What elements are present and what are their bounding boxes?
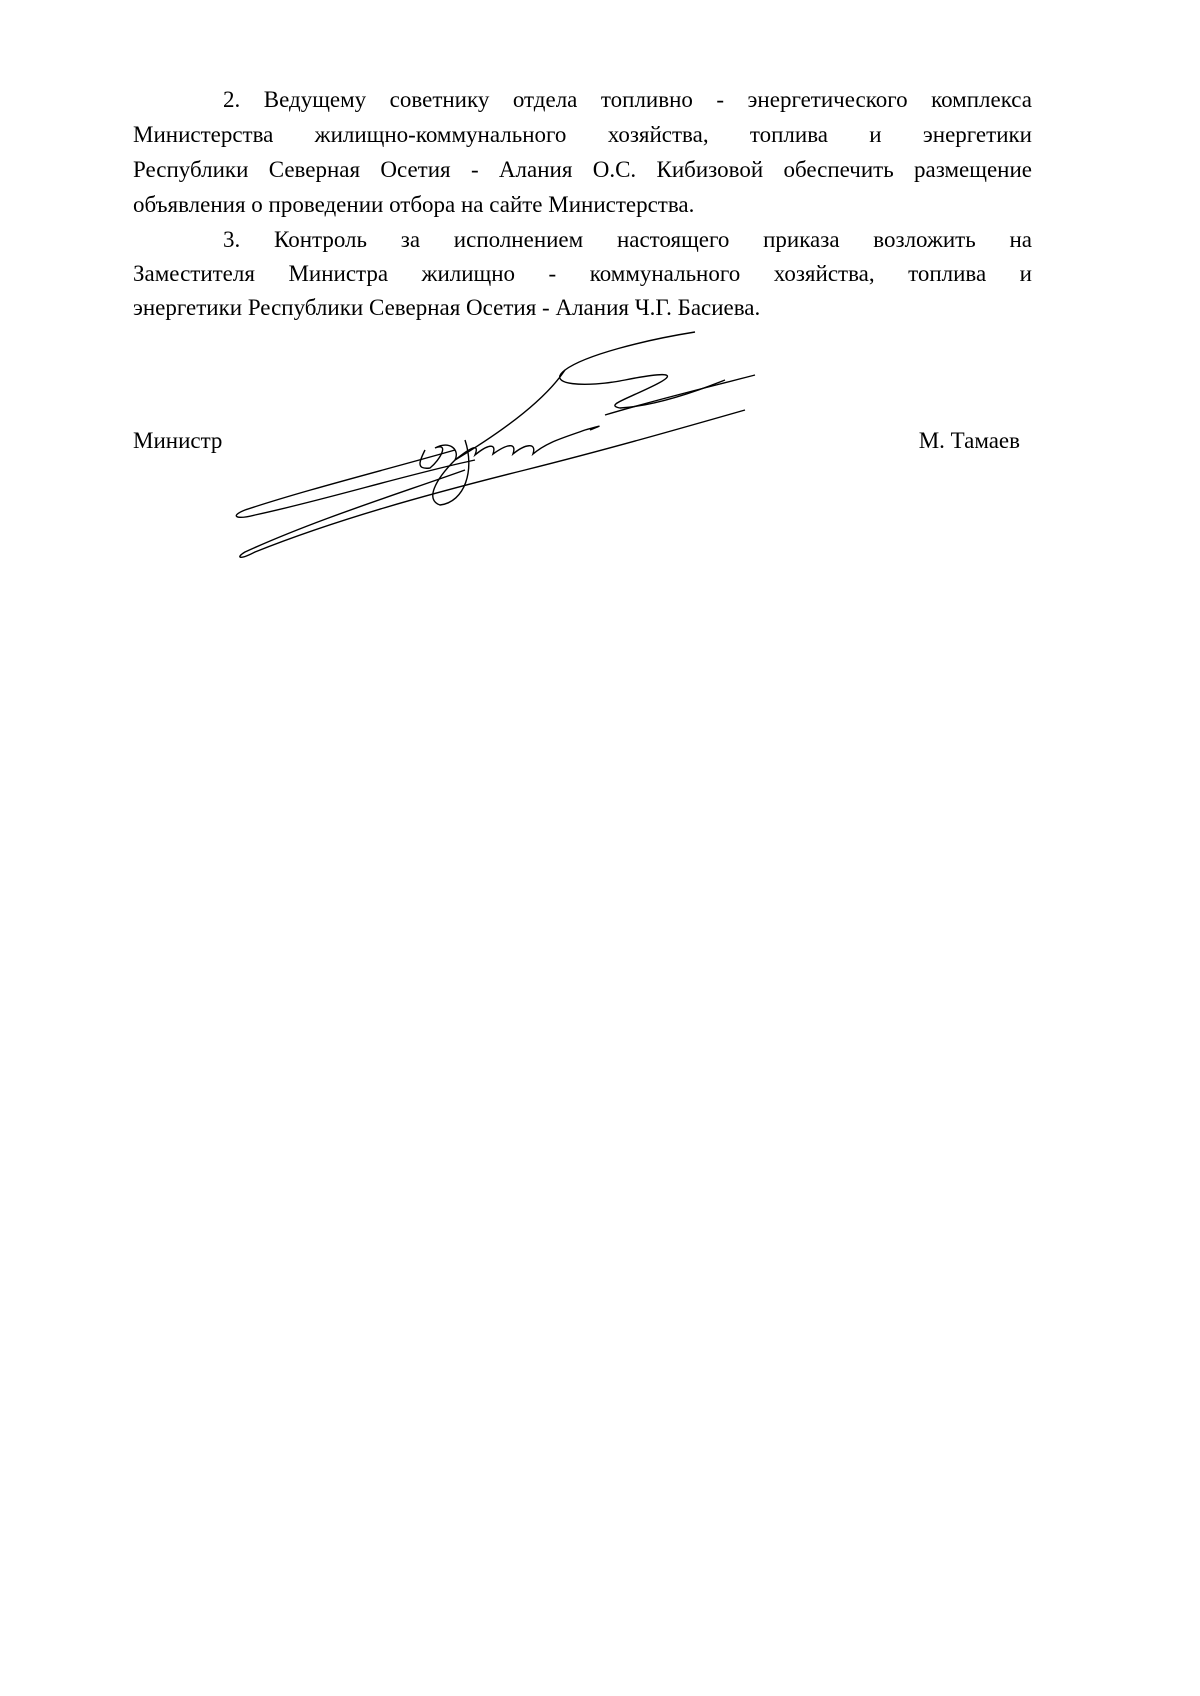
paragraph-3-line-3: энергетики Республики Северная Осетия - Алания Ч.Г. Басиева. <box>133 295 761 320</box>
paragraph-2-line-3: Республики Северная Осетия - Алания О.С. Кибизовой обеспечить размещение <box>133 157 1032 182</box>
paragraph-2-line-1: 2. Ведущему советнику отдела топливно - энергетического комплекса <box>223 87 1032 112</box>
handwritten-signature <box>225 330 785 570</box>
signatory-title: Министр <box>133 428 223 453</box>
paragraph-2-line-4: объявления о проведении отбора на сайте Министерства. <box>133 192 695 217</box>
paragraph-3-line-2: Заместителя Министра жилищно - коммунального хозяйства, топлива и <box>133 261 1032 286</box>
paragraph-2-line-2: Министерства жилищно-коммунального хозяйства, топлива и энергетики <box>133 122 1032 147</box>
signatory-name: М. Тамаев <box>918 428 1020 453</box>
paragraph-3-line-1: 3. Контроль за исполнением настоящего приказа возложить на <box>223 227 1032 252</box>
